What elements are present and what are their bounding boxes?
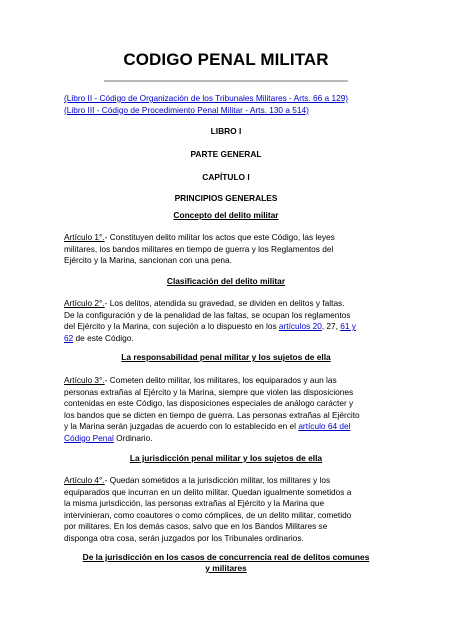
articulo-62-link[interactable]: 62 [64, 332, 74, 343]
article-3-label: Artículo 3°. [64, 375, 105, 385]
codigo-penal-link[interactable]: Código Penal [64, 432, 114, 443]
article-2-paragraph [64, 298, 394, 344]
article-1-label: Artículo 1°. [64, 232, 105, 242]
section-heading-concurrencia: De la jurisdicción en los casos de concurrencia real de delitos comunes [82, 552, 370, 562]
capitulo-heading: CAPÍTULO I [202, 172, 250, 182]
articulo-64-link[interactable]: artículo 64 del [298, 421, 351, 432]
book-links [64, 93, 348, 116]
article-2-text-fragment: , 27, [321, 321, 341, 332]
article-1-text-line: Ejército y la Marina, sancionan con una pena. [64, 255, 232, 266]
article-3-text-line: personas extrañas al Ejército y la Marina, siempre que violen las disposiciones [64, 386, 354, 397]
article-2-text-line: del Ejército y la Marina, con sujeción a lo dispuesto en los [64, 321, 279, 332]
articulo-61-link[interactable]: 61 y [340, 321, 356, 332]
article-1-paragraph [64, 232, 394, 267]
article-2-text-fragment: de este Código. [73, 332, 134, 343]
article-4-text-line: disponga otra cosa, serán juzgados por los Tribunales ordinarios. [64, 532, 304, 543]
article-4-text-line: - Quedan sometidos a la jurisdicción militar, los militares y los [104, 475, 331, 485]
articulos-20-link[interactable]: artículos 20 [278, 321, 322, 332]
article-4-paragraph [64, 475, 394, 545]
article-4-text-line: equiparados que incurran en un delito militar. Quedan igualmente sometidos a [64, 486, 352, 497]
section-heading-concurrencia-cont: y militares [205, 563, 247, 573]
article-3-text-line: contenidas en este Código, las disposiciones especiales de análogo carácter y [64, 398, 354, 409]
article-2-text-line: - Los delitos, atendida su gravedad, se dividen en delitos y faltas. [104, 298, 345, 308]
article-1-text-line: militares, los bandos militares en tiempo de guerra y los Reglamentos del [64, 243, 334, 254]
libro-ii-link[interactable]: (Libro II - Código de Organización de los Tribunales Militares - Arts. 66 a 129) [64, 93, 349, 103]
parte-heading: PARTE GENERAL [190, 149, 262, 159]
article-3-text-line: - Cometen delito militar, los militares, los equiparados y aun las [104, 375, 337, 385]
article-3-text-line: y la Marina serán juzgadas de acuerdo con lo establecido en el [64, 421, 299, 432]
article-4-text-line: por militares. En los demás casos, salvo que en los Bandos Militares se [64, 521, 328, 532]
article-3-text-line: los bandos que se dicten en tiempo de guerra. Las personas extrañas al Ejército [64, 409, 360, 420]
article-4-text-line: intervinieran, como coautores o como cómplices, de un delito militar, cometido [64, 509, 352, 520]
principios-heading: PRINCIPIOS GENERALES [174, 193, 278, 203]
section-heading-responsabilidad: La responsabilidad penal militar y los sujetos de ella [121, 352, 331, 362]
article-4-text-line: la misma jurisdicción, las personas extrañas al Ejército y la Marina que [64, 498, 325, 509]
article-2-label: Artículo 2°. [64, 298, 105, 308]
article-2-text-line: De la configuración y de la penalidad de las faltas, se ocupan los reglamentos [64, 309, 351, 320]
section-heading-clasificacion: Clasificación del delito militar [166, 276, 286, 286]
document-title: CODIGO PENAL MILITAR [123, 50, 329, 69]
libro-iii-link[interactable]: (Libro III - Código de Procedimiento Penal Militar - Arts. 130 a 514) [64, 104, 309, 115]
article-1-text-line: - Constituyen delito militar los actos que este Código, las leyes [104, 232, 335, 242]
title-divider [104, 80, 348, 82]
article-3-paragraph [64, 375, 394, 445]
libro-heading: LIBRO I [210, 126, 242, 136]
article-3-text-fragment: Ordinario. [113, 432, 153, 443]
section-heading-jurisdiccion: La jurisdicción penal militar y los sujetos de ella [129, 453, 323, 463]
article-4-label: Artículo 4°. [64, 475, 105, 485]
section-heading-concepto: Concepto del delito militar [173, 210, 279, 220]
